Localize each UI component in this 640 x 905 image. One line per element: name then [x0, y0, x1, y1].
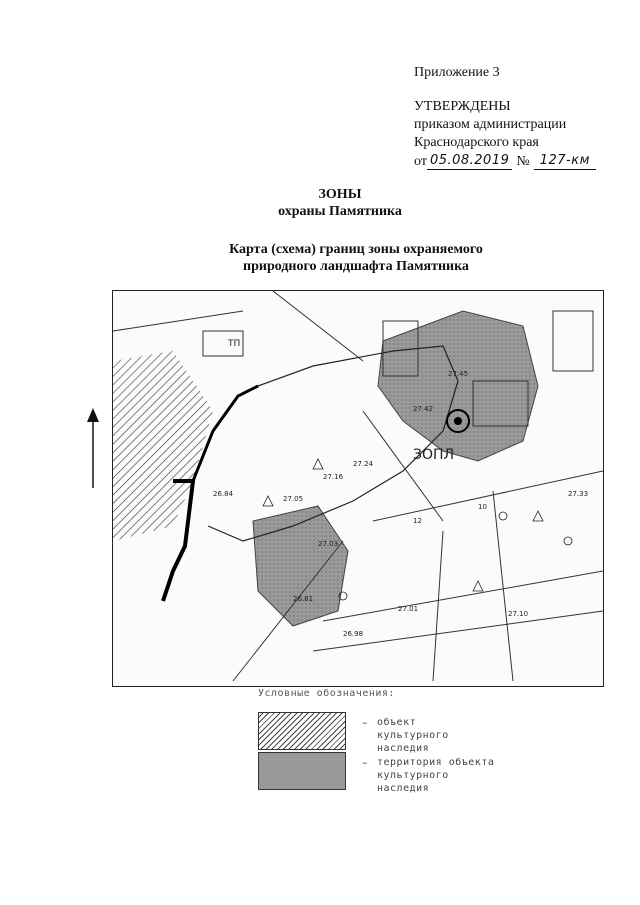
map-caption-line-1: Карта (схема) границ зоны охраняемого	[229, 242, 483, 257]
tp-label: ТП	[228, 339, 241, 349]
appendix-number: Приложение 3	[414, 65, 500, 80]
map-elevation-label: 27.03	[318, 540, 339, 548]
approved-heading: УТВЕРЖДЕНЫ	[414, 99, 511, 114]
map-elevation-label: 26.98	[343, 630, 364, 638]
map-elevation-label: 27.24	[353, 460, 374, 468]
legend-dash-2: –	[362, 756, 368, 769]
handwritten-date: 05.08.2019	[427, 152, 512, 170]
heritage-territory-east	[378, 311, 538, 461]
map-caption-line-2: природного ландшафта Памятника	[243, 259, 469, 274]
map-elevation-label: 10	[478, 503, 487, 511]
map-elevation-label: 27.10	[508, 610, 529, 618]
approval-line-2: Краснодарского края	[414, 135, 539, 150]
legend-dash-1: –	[362, 716, 368, 729]
map-elevation-label: 27.01	[398, 605, 419, 613]
map-elevation-label: 26.81	[293, 595, 314, 603]
map-elevation-label: 27.42	[413, 405, 434, 413]
handwritten-number: 127-км	[534, 152, 596, 170]
map-elevation-label: 26.84	[213, 490, 234, 498]
heritage-territory-south	[253, 506, 348, 626]
map-drawing	[113, 291, 603, 686]
site-map	[112, 290, 604, 687]
map-elevation-label: 27.16	[323, 473, 344, 481]
approval-line-1: приказом администрации	[414, 117, 567, 132]
map-elevation-label: 27.05	[283, 495, 304, 503]
number-sign: №	[516, 154, 530, 169]
document-subtitle: охраны Памятника	[278, 204, 402, 219]
slope-hatching	[113, 351, 213, 541]
north-arrow-icon	[86, 408, 100, 488]
approval-date-line	[414, 152, 596, 170]
legend-title: Условные обозначения:	[258, 688, 395, 699]
legend-hatched-swatch	[258, 712, 346, 750]
legend-gray-swatch	[258, 752, 346, 790]
legend-label-heritage-territory: территория объекта культурного наследия	[377, 757, 495, 794]
zone-label: ЗОПЛ	[413, 447, 455, 463]
map-elevation-label: 27.33	[568, 490, 589, 498]
map-elevation-label: 12	[413, 517, 422, 525]
document-title: ЗОНЫ	[318, 187, 362, 202]
from-prefix: от	[414, 154, 427, 169]
map-elevation-label: 27.45	[448, 370, 469, 378]
legend-label-heritage-object: объект культурного наследия	[377, 717, 449, 754]
